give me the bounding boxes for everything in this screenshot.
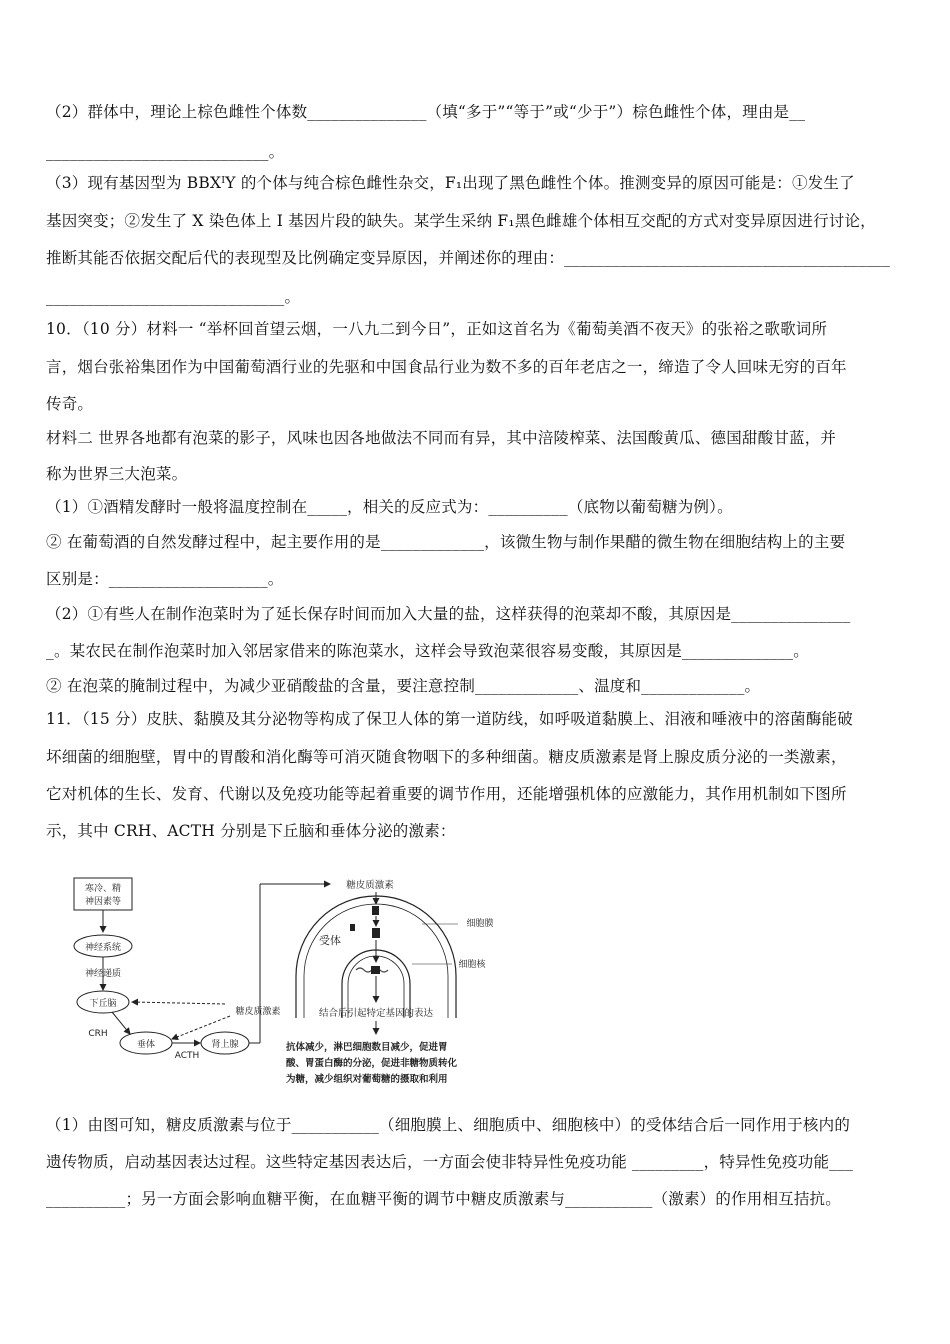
q9-part2-line-2: ____________________________。 bbox=[46, 143, 285, 161]
q11-answer-line-1: （1）由图可知，糖皮质激素与位于___________（细胞膜上、细胞质中、细胞核中）的受体结合后一同作用于核内的 bbox=[46, 1116, 851, 1134]
q10-line-2: 言，烟台张裕集团作为中国葡萄酒行业的先驱和中国食品行业为数不多的百年老店之一，缔造了令人回味无穷的百年 bbox=[46, 358, 847, 376]
q10-line-6: （1）①酒精发酵时一般将温度控制在_____，相关的反应式为：__________（底物以葡萄糖为例）。 bbox=[46, 498, 733, 516]
nervous-system-label: 神经系统 bbox=[84, 943, 122, 953]
q9-part3-line-3: 推断其能否依据交配后代的表现型及比例确定变异原因，并阐述你的理由：_________________________________________ bbox=[46, 249, 891, 267]
nucleus-label: 细胞核 bbox=[458, 960, 486, 970]
gene-expression-label: 结合后引起特定基因的表达 bbox=[318, 1008, 434, 1019]
q10-line-4: 材料二 世界各地都有泡菜的影子，风味也因各地做法不同而有异，其中涪陵榨菜、法国酸黄瓜、德国甜酸甘蓝，并 bbox=[46, 429, 837, 447]
q10-line-3: 传奇。 bbox=[46, 395, 94, 413]
q10-line-11: ② 在泡菜的腌制过程中，为减少亚硝酸盐的含量，要注意控制_____________、温度和_____________。 bbox=[46, 677, 761, 695]
effect-line-3: 为糖，减少组织对葡萄糖的摄取和利用 bbox=[286, 1074, 448, 1085]
q10-line-8: 区别是：____________________。 bbox=[46, 570, 284, 588]
q10-line-1: 10．（10 分）材料一 “举杯回首望云烟，一八九二到今日”，正如这首名为《葡萄美酒不夜天》的张裕之歌歌词所 bbox=[46, 320, 828, 338]
q11-line-2: 坏细菌的细胞壁，胃中的胃酸和消化酶等可消灭随食物咽下的多种细菌。糖皮质激素是肾上腺皮质分泌的一类激素， bbox=[46, 748, 847, 766]
q11-answer-line-2: 遗传物质，启动基因表达过程。这些特定基因表达后，一方面会使非特异性免疫功能 _________，特异性免疫功能___ bbox=[46, 1153, 854, 1171]
q11-answer-line-3: __________；另一方面会影响血糖平衡，在血糖平衡的调节中糖皮质激素与___________（激素）的作用相互拮抗。 bbox=[46, 1190, 841, 1208]
q9-part3-line-4: ______________________________。 bbox=[46, 288, 301, 306]
receptor-icon bbox=[350, 924, 355, 931]
hypothalamus-label: 下丘脑 bbox=[89, 999, 117, 1009]
receptor-label: 受体 bbox=[319, 934, 341, 947]
q11-line-1: 11．（15 分）皮肤、黏膜及其分泌物等构成了保卫人体的第一道防线，如呼吸道黏膜上、泪液和唾液中的溶菌酶能破 bbox=[46, 710, 853, 728]
effect-line-1: 抗体减少，淋巴细胞数目减少，促进胃 bbox=[286, 1042, 448, 1053]
effect-line-2: 酸、胃蛋白酶的分泌，促进非糖物质转化 bbox=[286, 1058, 458, 1069]
stimulus-label-1: 寒冷、精 bbox=[84, 884, 122, 894]
stimulus-label-2: 神因素等 bbox=[84, 897, 122, 907]
q11-line-3: 它对机体的生长、发育、代谢以及免疫功能等起着重要的调节作用，还能增强机体的应激能力，其作用机制如下图所 bbox=[46, 785, 847, 803]
neurotransmitter-label: 神经递质 bbox=[84, 969, 122, 979]
q10-line-5: 称为世界三大泡菜。 bbox=[46, 465, 188, 483]
q9-part2-line-1: （2）群体中，理论上棕色雌性个体数_______________（填“多于”“等于”或“少于”）棕色雌性个体，理由是__ bbox=[46, 103, 806, 121]
hormone-molecule-icon bbox=[372, 906, 379, 915]
glucocorticoid-mechanism-diagram bbox=[60, 866, 510, 1094]
q9-part3-line-1: （3）现有基因型为 BBXᴵY 的个体与纯合棕色雌性杂交，F₁出现了黑色雌性个体。推测变异的原因可能是：①发生了 bbox=[46, 174, 855, 192]
q11-line-4: 示，其中 CRH、ACTH 分别是下丘脑和垂体分泌的激素： bbox=[46, 822, 456, 840]
q9-part3-line-2: 基因突变；②发生了 X 染色体上 I 基因片段的缺失。某学生采纳 F₁黑色雌雄个体相互交配的方式对变异原因进行讨论， bbox=[46, 212, 876, 230]
pituitary-label: 垂体 bbox=[136, 1040, 156, 1050]
hormone-receptor-complex-icon bbox=[372, 928, 380, 938]
membrane-label: 细胞膜 bbox=[466, 919, 494, 929]
crh-label: CRH bbox=[88, 1029, 108, 1039]
q10-line-9: （2）①有些人在制作泡菜时为了延长保存时间而加入大量的盐，这样获得的泡菜却不酸，其原因是_______________ bbox=[46, 605, 851, 623]
glucocorticoid-top-label: 糖皮质激素 bbox=[346, 880, 394, 891]
q10-line-7: ② 在葡萄酒的自然发酵过程中，起主要作用的是_____________，该微生物与制作果醋的微生物在细胞结构上的主要 bbox=[46, 533, 846, 551]
glucocorticoid-feedback-label: 糖皮质激素 bbox=[235, 1007, 281, 1017]
adrenal-label: 肾上腺 bbox=[211, 1040, 239, 1050]
q10-line-10: _。某农民在制作泡菜时加入邻居家借来的陈泡菜水，这样会导致泡菜很容易变酸，其原因是______________。 bbox=[46, 642, 809, 660]
acth-label: ACTH bbox=[174, 1051, 200, 1061]
